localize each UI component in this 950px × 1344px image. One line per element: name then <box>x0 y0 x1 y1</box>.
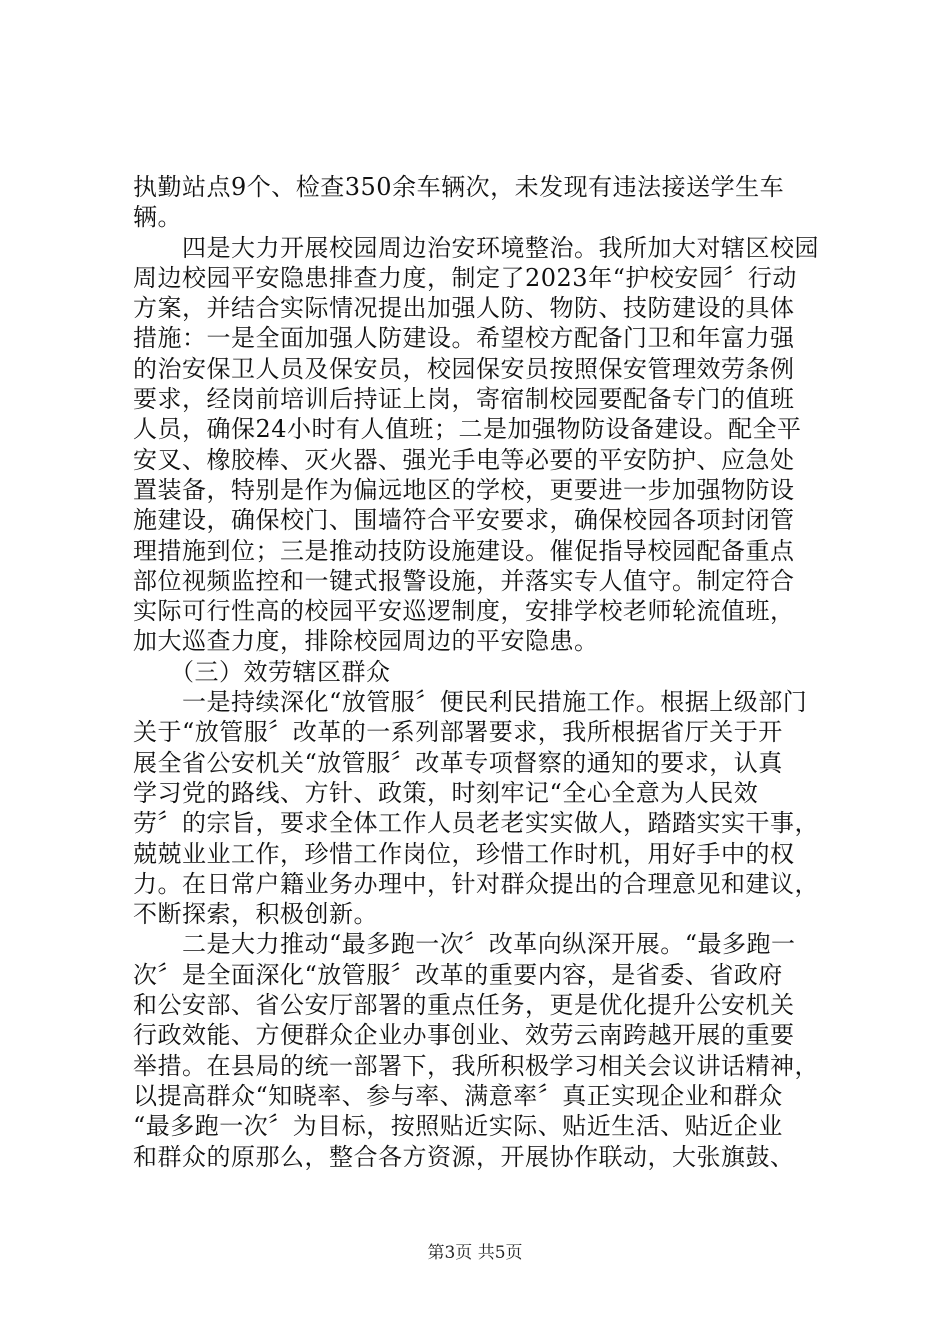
text-line: 理措施到位；三是推动技防设施建设。催促指导校园配备重点 <box>133 536 795 565</box>
text-line: 不断探索，积极创新。 <box>133 900 378 929</box>
text-line: 执勤站点9个、检查350余车辆次，未发现有违法接送学生车 <box>133 173 785 201</box>
text-line: 要求，经岗前培训后持证上岗，寄宿制校园要配备专门的值班 <box>133 385 795 414</box>
page-footer: 第3页 共5页 <box>427 1243 523 1263</box>
text-line: 的治安保卫人员及保安员，校园保安员按照保安管理效劳条例 <box>133 354 795 383</box>
text-line: （三）效劳辖区群众 <box>133 657 391 686</box>
text-line: 实际可行性高的校园平安巡逻制度，安排学校老师轮流值班， <box>133 597 795 626</box>
text-line: 力。在日常户籍业务办理中，针对群众提出的合理意见和建议， <box>133 869 819 898</box>
text-line: 安叉、橡胶棒、灭火器、强光手电等必要的平安防护、应急处 <box>133 445 795 474</box>
text-line: 和群众的原那么，整合各方资源，开展协作联动，大张旗鼓、 <box>133 1142 795 1171</box>
text-line: 次〞是全面深化“放管服〞改革的重要内容，是省委、省政府 <box>133 960 783 989</box>
body-text <box>133 172 825 1172</box>
text-line: 二是大力推动“最多跑一次〞改革向纵深开展。“最多跑一 <box>133 930 796 959</box>
text-line: 方案，并结合实际情况提出加强人防、物防、技防建设的具体 <box>133 294 795 323</box>
text-line: 和公安部、省公安厅部署的重点任务，更是优化提升公安机关 <box>133 991 795 1020</box>
text-line: 关于“放管服〞改革的一系列部署要求，我所根据省厅关于开 <box>133 718 783 747</box>
text-line: 举措。在县局的统一部署下，我所积极学习相关会议讲话精神， <box>133 1051 819 1080</box>
text-line: “最多跑一次〞为目标，按照贴近实际、贴近生活、贴近企业 <box>133 1112 783 1141</box>
text-line: 学习党的路线、方针、政策，时刻牢记“全心全意为人民效 <box>133 778 759 807</box>
text-line: 四是大力开展校园周边治安环境整治。我所加大对辖区校园 <box>133 233 819 262</box>
text-line: 辆。 <box>133 203 182 232</box>
text-line: 劳〞的宗旨，要求全体工作人员老老实实做人，踏踏实实干事， <box>133 809 819 838</box>
text-line: 措施：一是全面加强人防建设。希望校方配备门卫和年富力强 <box>133 324 795 353</box>
text-line: 行政效能、方便群众企业办事创业、效劳云南跨越开展的重要 <box>133 1021 795 1050</box>
text-line: 施建设，确保校门、围墙符合平安要求，确保校园各项封闭管 <box>133 506 795 535</box>
text-line: 人员，确保24小时有人值班；二是加强物防设备建设。配全平 <box>133 415 802 444</box>
text-line: 兢兢业业工作，珍惜工作岗位，珍惜工作时机，用好手中的权 <box>133 839 795 868</box>
text-line: 置装备，特别是作为偏远地区的学校，更要进一步加强物防设 <box>133 475 795 504</box>
text-line: 展全省公安机关“放管服〞改革专项督察的通知的要求，认真 <box>133 748 783 777</box>
text-line: 一是持续深化“放管服〞便民利民措施工作。根据上级部门 <box>133 688 808 717</box>
text-line: 加大巡查力度，排除校园周边的平安隐患。 <box>133 627 599 656</box>
text-line: 部位视频监控和一键式报警设施，并落实专人值守。制定符合 <box>133 566 795 595</box>
text-line: 以提高群众“知晓率、参与率、满意率〞真正实现企业和群众 <box>133 1081 783 1110</box>
text-line: 周边校园平安隐患排查力度，制定了2023年“护校安园〞行动 <box>133 263 797 292</box>
